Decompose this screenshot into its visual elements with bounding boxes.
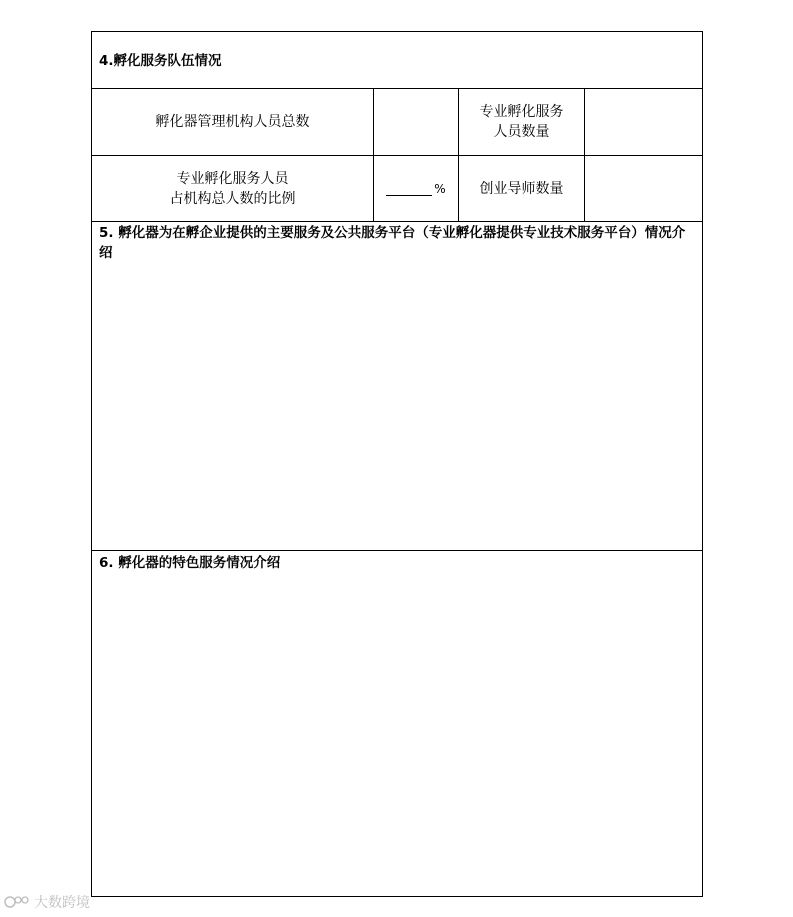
total-staff-value[interactable]	[374, 89, 458, 155]
watermark	[4, 892, 90, 912]
divider	[92, 550, 702, 551]
professional-staff-label-line1: 专业孵化服务	[479, 104, 564, 120]
section-5-content-area[interactable]	[96, 266, 698, 548]
percent-sign: %	[434, 181, 446, 196]
professional-ratio-label	[92, 156, 373, 221]
professional-staff-label-line2: 人员数量	[493, 124, 550, 140]
professional-staff-label	[459, 89, 584, 155]
professional-ratio-label-line2: 占机构总人数的比例	[169, 190, 296, 207]
section-5-title: 5. 孵化器为在孵企业提供的主要服务及公共服务平台（专业孵化器提供专业技术服务平台）情况介绍	[99, 225, 686, 261]
section-6-content-area[interactable]	[96, 580, 698, 890]
incubator-form	[91, 31, 703, 897]
divider	[92, 221, 702, 222]
watermark-logo-icon	[4, 894, 30, 910]
ratio-blank-line[interactable]	[386, 181, 432, 196]
watermark-text: 大数跨境	[34, 895, 90, 911]
professional-staff-value[interactable]	[585, 89, 703, 155]
section-6-title: 6. 孵化器的特色服务情况介绍	[99, 555, 281, 571]
total-staff-label: 孵化器管理机构人员总数	[155, 114, 310, 130]
professional-ratio-label-line1: 专业孵化服务人员	[176, 170, 289, 187]
section-4-title: 4.孵化服务队伍情况	[99, 53, 222, 69]
professional-ratio-input[interactable]	[374, 156, 458, 221]
mentor-count-value[interactable]	[585, 156, 703, 221]
mentor-count-label: 创业导师数量	[479, 180, 564, 197]
